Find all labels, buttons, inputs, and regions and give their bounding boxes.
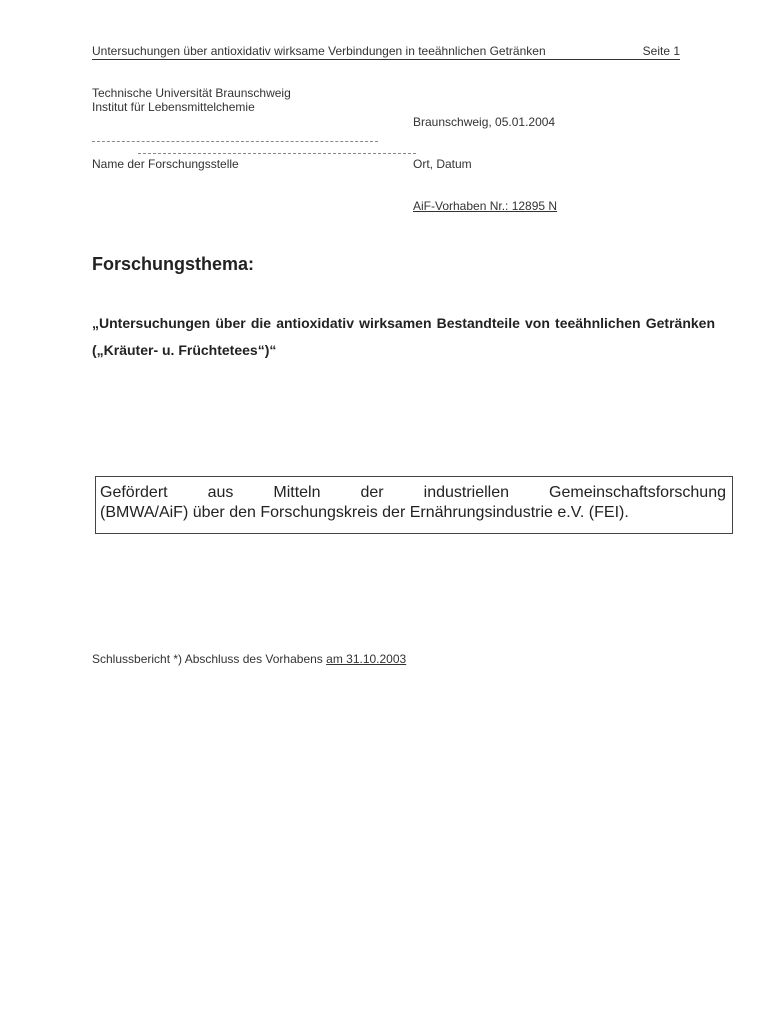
place-date-value: Braunschweig, 05.01.2004 bbox=[413, 115, 556, 129]
institution-dash-line bbox=[92, 141, 378, 142]
final-report-label: Schlussbericht *) Abschluss des Vorhabens bbox=[92, 652, 323, 666]
project-number: AiF-Vorhaben Nr.: 12895 N bbox=[413, 199, 558, 213]
place-date-caption: Ort, Datum bbox=[413, 157, 472, 171]
running-header bbox=[92, 44, 680, 60]
institution-name: Technische Universität Braunschweig bbox=[92, 86, 291, 100]
institute-name: Institut für Lebensmittelchemie bbox=[92, 100, 255, 114]
place-date-dash-line bbox=[138, 153, 416, 154]
header-title: Untersuchungen über antioxidativ wirksame Verbindungen in teeähnlichen Getränken bbox=[92, 44, 546, 58]
page-number: Seite 1 bbox=[642, 44, 680, 58]
project-end-date: am 31.10.2003 bbox=[326, 652, 407, 666]
funding-line-2: (BMWA/AiF) über den Forschungskreis der Ernährungsindustrie e.V. (FEI). bbox=[100, 504, 629, 521]
funding-line-1: Gefördert aus Mitteln der industriellen Gemeinschaftsforschung bbox=[100, 484, 726, 501]
institution-caption: Name der Forschungsstelle bbox=[92, 157, 239, 171]
topic-text: „Untersuchungen über die antioxidativ wirksamen Bestandteile von teeähnlichen Getränken („Kräuter- u. Früchtetees“)“ bbox=[92, 315, 715, 358]
final-report-line bbox=[92, 652, 406, 666]
topic-heading: Forschungsthema: bbox=[92, 254, 255, 274]
funding-notice-box bbox=[95, 476, 733, 534]
